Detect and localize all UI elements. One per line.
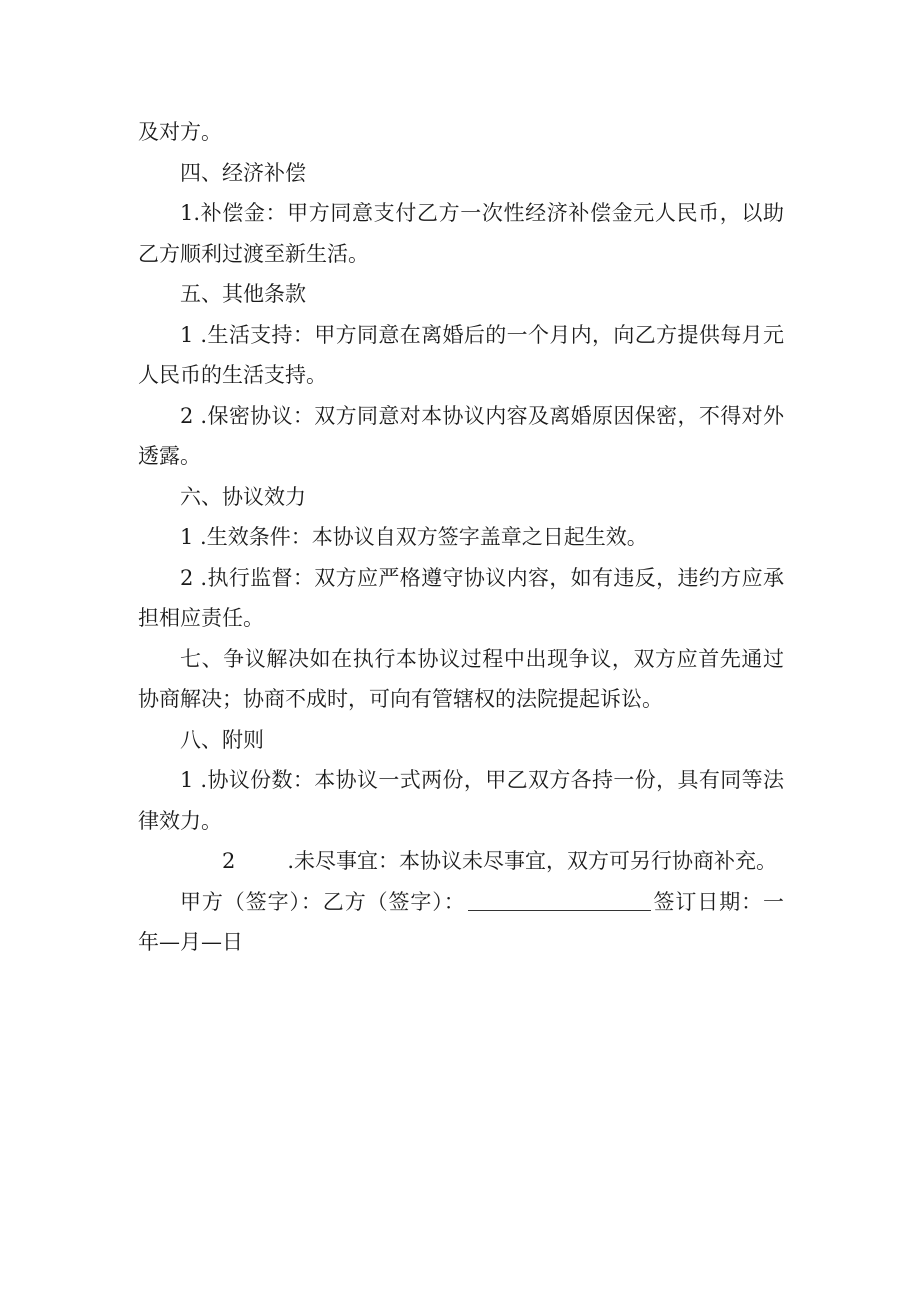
clause-living-support: 1 .生活支持：甲方同意在离婚后的一个月内，向乙方提供每月元人民币的生活支持。 bbox=[138, 322, 784, 387]
section-dispute-resolution: 七、争议解决如在执行本协议过程中出现争议，双方应首先通过协商解决；协商不成时，可向有管辖权的法院提起诉讼。 bbox=[138, 646, 784, 711]
signature-parties: 甲方（签字）：乙方（签字）： bbox=[180, 889, 466, 914]
clause-confidentiality: 2 .保密协议：双方同意对本协议内容及离婚原因保密，不得对外透露。 bbox=[138, 403, 784, 468]
clause-copies: 1 .协议份数：本协议一式两份，甲乙双方各持一份，具有同等法律效力。 bbox=[138, 768, 784, 833]
signing-date: 签订日期：一年—月—日 bbox=[138, 889, 785, 954]
clause-execution-supervision: 2 .执行监督：双方应严格遵守协议内容，如有违反，违约方应承担相应责任。 bbox=[138, 565, 784, 630]
clause-unresolved-matters bbox=[138, 841, 784, 882]
signature-line bbox=[138, 882, 784, 963]
section-heading-effectiveness: 六、协议效力 bbox=[180, 484, 306, 509]
document-body bbox=[138, 112, 784, 963]
clause-number: 2 bbox=[222, 849, 236, 873]
clause-unresolved-text: .未尽事宜：本协议未尽事宜，双方可另行协商补充。 bbox=[287, 849, 778, 873]
clause-effective-condition: 1 .生效条件：本协议自双方签字盖章之日起生效。 bbox=[180, 525, 648, 549]
paragraph-continuation: 及对方。 bbox=[138, 120, 222, 144]
signature-blank bbox=[468, 888, 651, 911]
section-heading-other-terms: 五、其他条款 bbox=[180, 282, 306, 306]
section-heading-supplementary: 八、附则 bbox=[180, 727, 264, 752]
clause-compensation-payment: 1.补偿金：甲方同意支付乙方一次性经济补偿金元人民币，以助乙方顺利过渡至新生活。 bbox=[138, 201, 784, 266]
section-heading-compensation: 四、经济补偿 bbox=[180, 160, 306, 185]
